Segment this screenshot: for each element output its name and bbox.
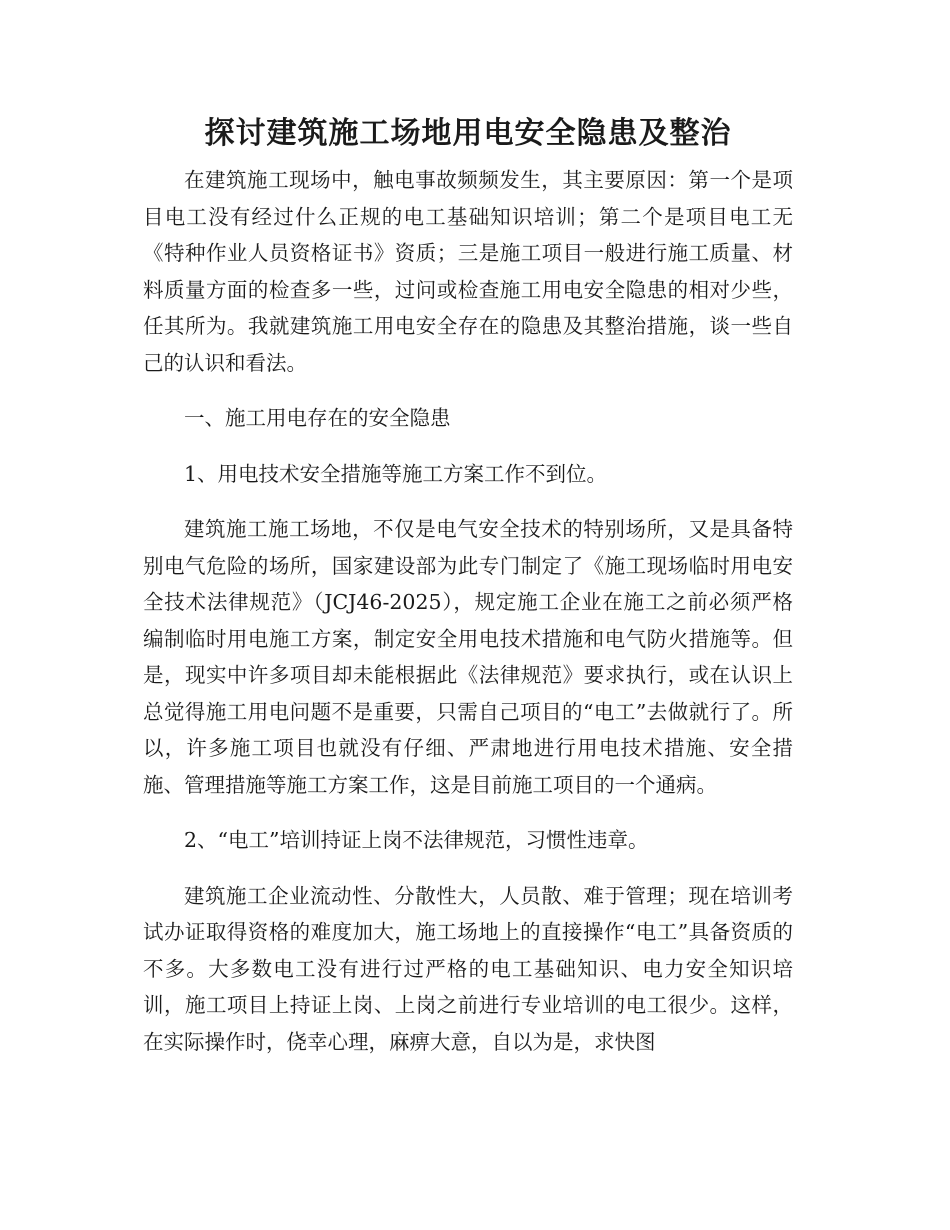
subsection-heading-2: 2、“电工”培训持证上岗不法律规范，习惯性违章。 (184, 828, 649, 852)
intro-paragraph: 在建筑施工现场中，触电事故频频发生，其主要原因：第一个是项目电工没有经过什么正规的电工基础知识培训；第二个是项目电工无《特种作业人员资格证书》资质；三是施工项目一般进行施工质量、材料质量方面的检查多一些，过问或检查施工用电安全隐患的相对少些，任其所为。我就建筑施工用电安全存在的隐患及其整治措施，谈一些自己的认识和看法。 (143, 168, 793, 375)
document-title: 探讨建筑施工场地用电安全隐患及整治 (204, 116, 732, 151)
body-paragraph-2: 建筑施工企业流动性、分散性大，人员散、难于管理；现在培训考试办证取得资格的难度加大，施工场地上的直接操作“电工”具备资质的不多。大多数电工没有进行过严格的电工基础知识、电力安全知识培训，施工项目上持证上岗、上岗之前进行专业培训的电工很少。这样，在实际操作时，侥幸心理，麻痹大意，自以为是，求快图 (143, 883, 793, 1054)
body-paragraph-1: 建筑施工施工场地，不仅是电气安全技术的特别场所，又是具备特别电气危险的场所，国家建设部为此专门制定了《施工现场临时用电安全技术法律规范》（JCJ46-2025），规定施工企业在施工之前必须严格编制临时用电施工方案，制定安全用电技术措施和电气防火措施等。但是，现实中许多项目却未能根据此《法律规范》要求执行，或在认识上总觉得施工用电问题不是重要，只需自己项目的“电工”去做就行了。所以，许多施工项目也就没有仔细、严肃地进行用电技术措施、安全措施、管理措施等施工方案工作，这是目前施工项目的一个通病。 (143, 517, 793, 797)
document-page (143, 112, 793, 1060)
subsection-heading-1: 1、用电技术安全措施等施工方案工作不到位。 (184, 461, 608, 486)
section-heading-1: 一、施工用电存在的安全隐患 (184, 406, 451, 430)
